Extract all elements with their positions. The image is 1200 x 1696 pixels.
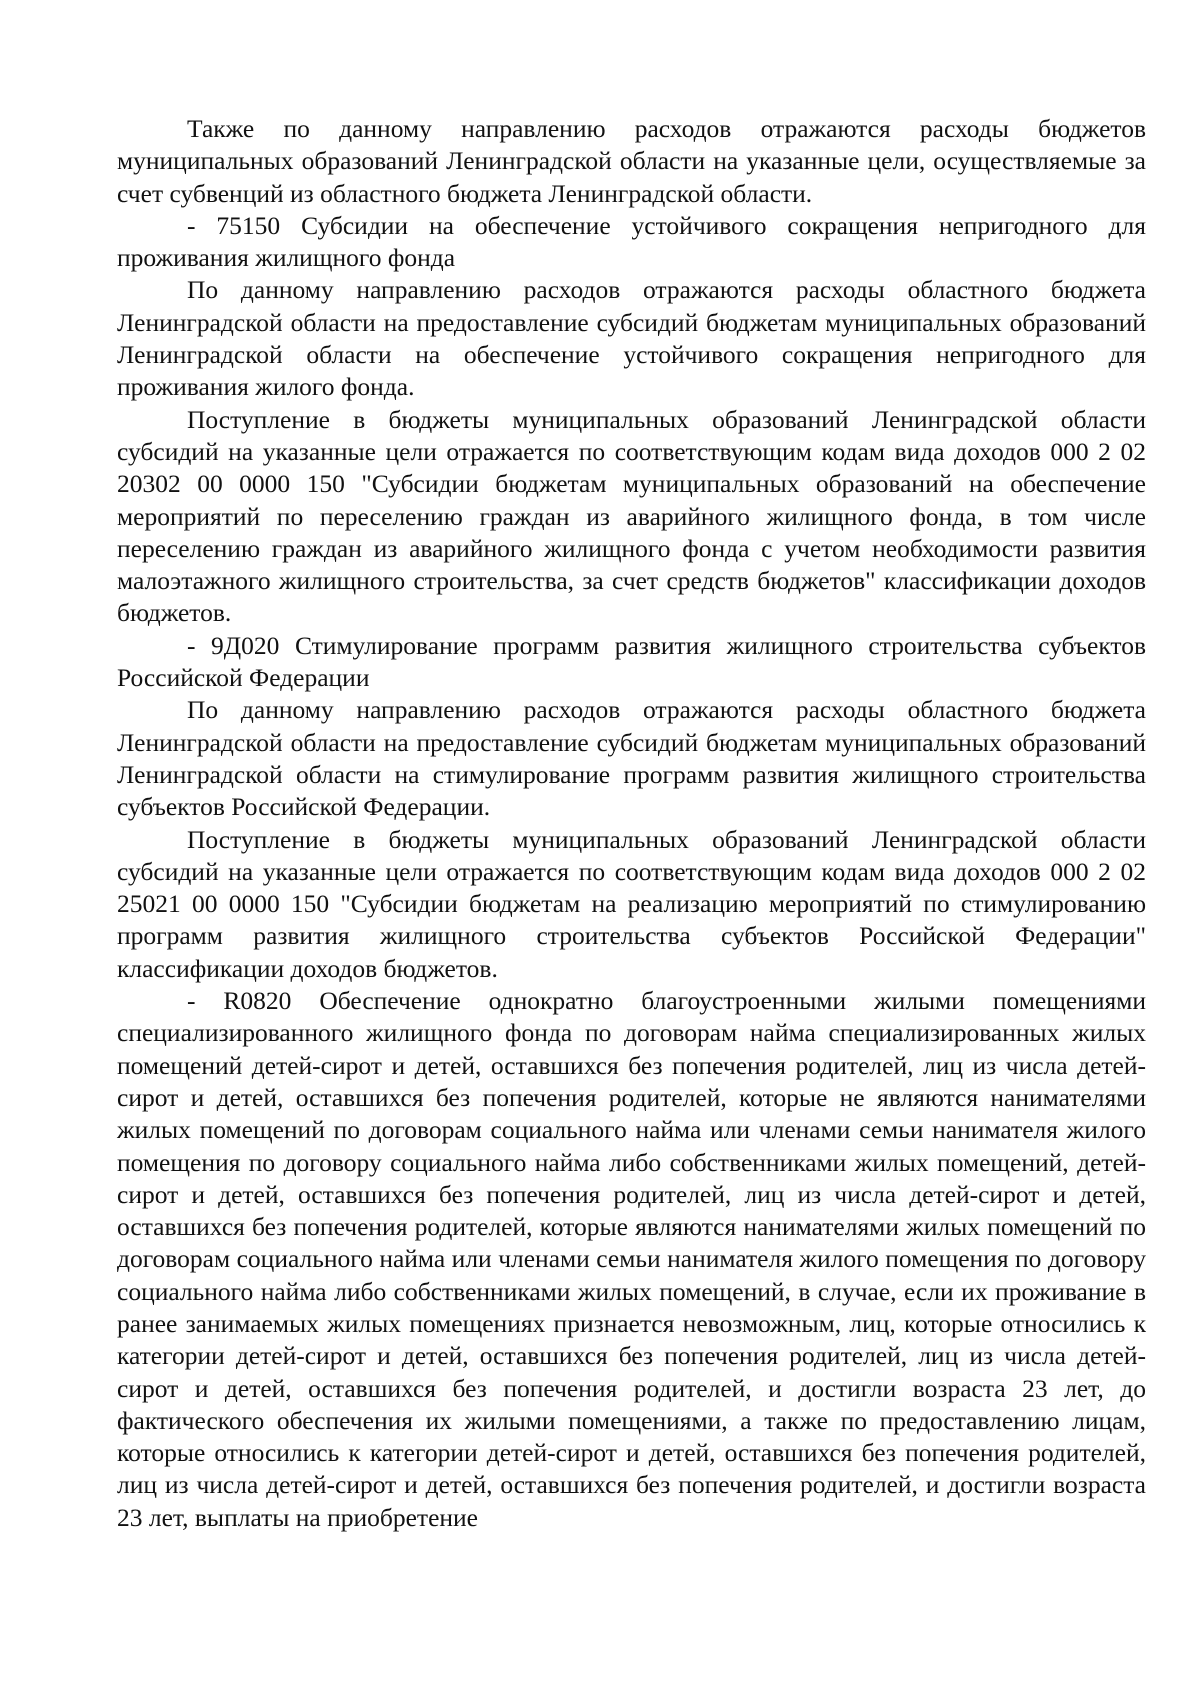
paragraph: Также по данному направлению расходов отражаются расходы бюджетов муниципальных образований Ленинградской области на указанные цели, осуществляемые за счет субвенций из областного бюджета Ленинградской области. bbox=[117, 114, 1146, 208]
paragraph: - 75150 Субсидии на обеспечение устойчивого сокращения непригодного для проживания жилищного фонда bbox=[117, 210, 1146, 273]
paragraph: По данному направлению расходов отражаются расходы областного бюджета Ленинградской области на предоставление субсидий бюджетам муниципальных образований Ленинградской области на стимулирование программ развития жилищного строительства субъектов Российской Федерации. bbox=[117, 695, 1146, 822]
paragraph: Поступление в бюджеты муниципальных образований Ленинградской области субсидий на указанные цели отражается по соответствующим кодам вида доходов 000 2 02 20302 00 0000 150 "Субсидии бюджетам муниципальных образований на обеспечение мероприятий по переселению граждан из аварийного жилищного фонда, в том числе переселению граждан из аварийного жилищного фонда с учетом необходимости развития малоэтажного жилищного строительства, за счет средств бюджетов" классификации доходов бюджетов. bbox=[117, 404, 1146, 628]
paragraph: - 9Д020 Стимулирование программ развития жилищного строительства субъектов Российской Федерации bbox=[117, 630, 1146, 693]
paragraph: По данному направлению расходов отражаются расходы областного бюджета Ленинградской области на предоставление субсидий бюджетам муниципальных образований Ленинградской области на обеспечение устойчивого сокращения непригодного для проживания жилого фонда. bbox=[117, 275, 1146, 402]
paragraph: Поступление в бюджеты муниципальных образований Ленинградской области субсидий на указанные цели отражается по соответствующим кодам вида доходов 000 2 02 25021 00 0000 150 "Субсидии бюджетам на реализацию мероприятий по стимулированию программ развития жилищного строительства субъектов Российской Федерации" классификации доходов бюджетов. bbox=[117, 824, 1146, 983]
document-page bbox=[117, 113, 1146, 1534]
paragraph: - R0820 Обеспечение однократно благоустроенными жилыми помещениями специализированного жилищного фонда по договорам найма специализированных жилых помещений детей-сирот и детей, оставшихся без попечения родителей, лиц из числа детей-сирот и детей, оставшихся без попечения родителей, которые не являются нанимателями жилых помещений по договорам социального найма или членами семьи нанимателя жилого помещения по договору социального найма либо собственниками жилых помещений, детей-сирот и детей, оставшихся без попечения родителей, лиц из числа детей-сирот и детей, оставшихся без попечения родителей, которые являются нанимателями жилых помещений по договорам социального найма или членами семьи нанимателя жилого помещения по договору социального найма либо собственниками жилых помещений, в случае, если их проживание в ранее занимаемых жилых помещениях признается невозможным, лиц, которые относились к категории детей-сирот и детей, оставшихся без попечения родителей, лиц из числа детей-сирот и детей, оставшихся без попечения родителей, и достигли возраста 23 лет, до фактического обеспечения их жилыми помещениями, а также по предоставлению лицам, которые относились к категории детей-сирот и детей, оставшихся без попечения родителей, лиц из числа детей-сирот и детей, оставшихся без попечения родителей, и достигли возраста 23 лет, выплаты на приобретение bbox=[117, 986, 1146, 1532]
